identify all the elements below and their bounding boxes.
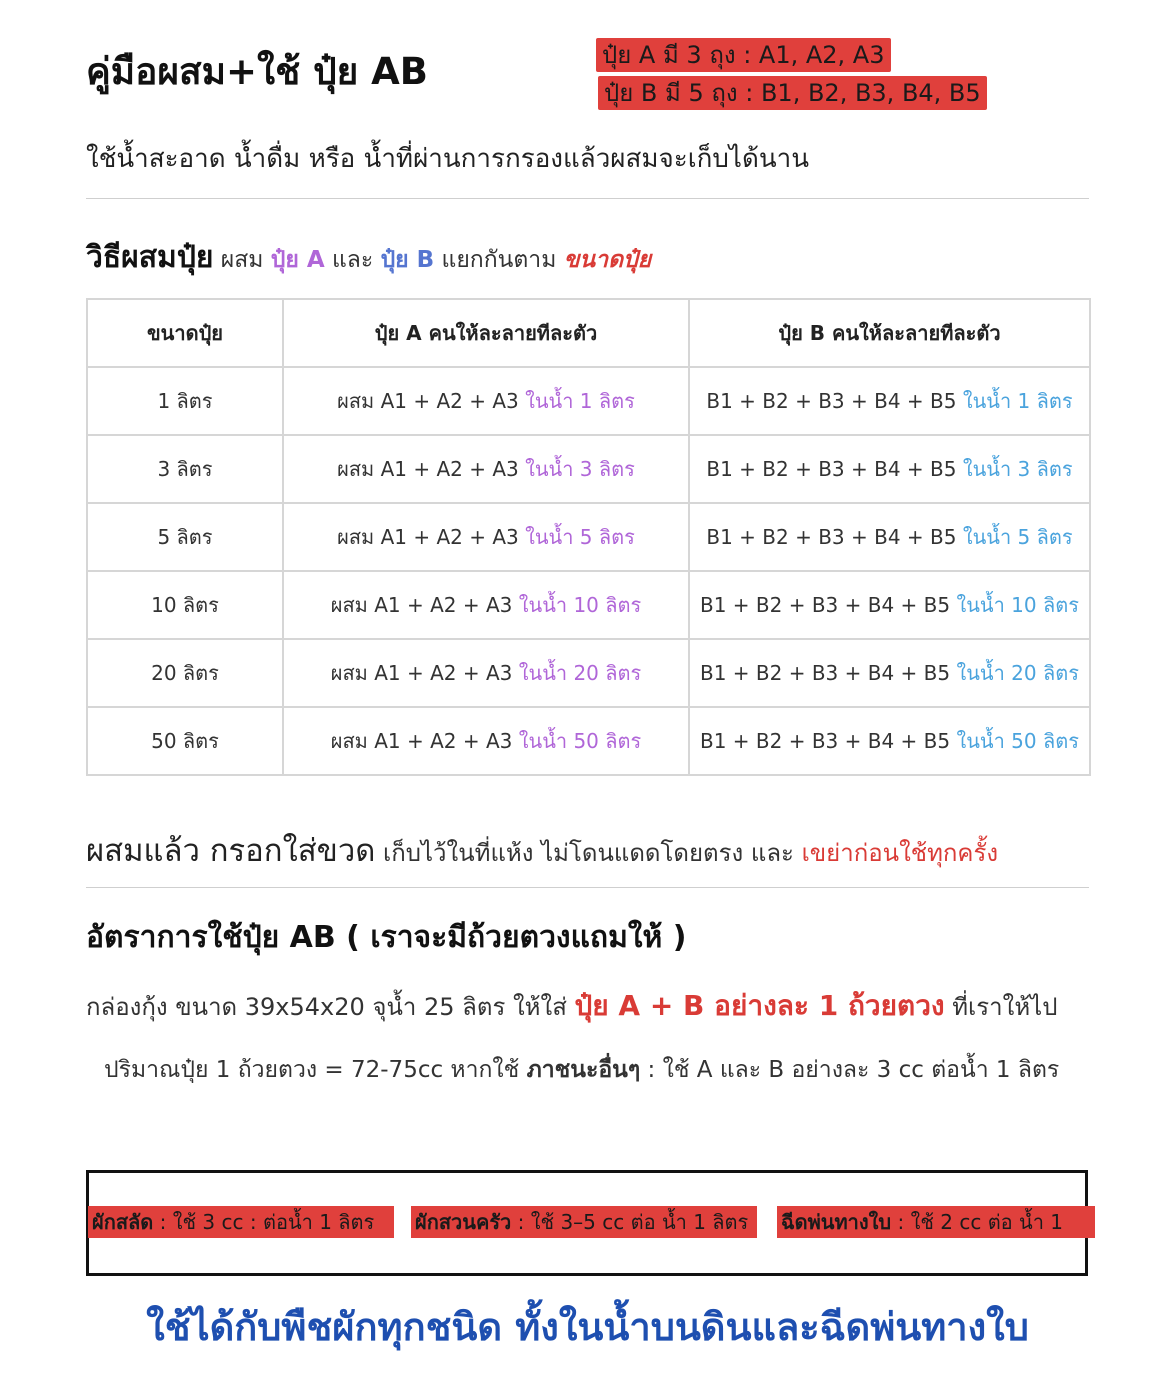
size-cell: 10 ลิตร <box>87 571 283 639</box>
fertilizer-a-cell <box>283 435 689 503</box>
usage-label: ผักสลัด <box>92 1210 154 1234</box>
b-mix-text: B1 + B2 + B3 + B4 + B5 <box>706 389 963 413</box>
a-mix-text: ผสม A1 + A2 + A3 <box>330 729 519 753</box>
a-mix-text: ผสม A1 + A2 + A3 <box>330 661 519 685</box>
mix-heading-fertilizer-a: ปุ๋ย A <box>270 247 325 273</box>
mix-heading-size: ขนาดปุ๋ย <box>563 247 652 273</box>
divider <box>86 198 1089 199</box>
fertilizer-a-cell <box>283 367 689 435</box>
usage-rate-heading: อัตราการใช้ปุ๋ย AB ( เราจะมีถ้วยตวงแถมให้ ) <box>86 920 687 955</box>
fertilizer-b-cell <box>689 367 1090 435</box>
mix-heading-text: และ <box>324 247 381 273</box>
fertilizer-a-cell <box>283 503 689 571</box>
mix-table <box>86 298 1091 776</box>
mix-heading-text: ผสม <box>213 247 271 273</box>
fertilizer-b-cell <box>689 503 1090 571</box>
usage-label: ผักสวนครัว <box>415 1210 512 1234</box>
fertilizer-a-cell <box>283 571 689 639</box>
table-row <box>87 571 1090 639</box>
usage-text: : ใช้ 3–5 cc ต่อ น้ำ 1 ลิตร <box>511 1210 749 1234</box>
size-cell: 20 ลิตร <box>87 639 283 707</box>
mix-heading-strong: วิธีผสมปุ๋ย <box>86 240 214 275</box>
b-water-text: ในน้ำ 1 ลิตร <box>962 389 1073 413</box>
b-mix-text: B1 + B2 + B3 + B4 + B5 <box>700 729 957 753</box>
a-mix-text: ผสม A1 + A2 + A3 <box>330 593 519 617</box>
measuring-cup-bold: ภาชนะอื่นๆ <box>526 1057 641 1083</box>
table-row <box>87 367 1090 435</box>
footer-tagline: ใช้ได้กับพืชผักทุกชนิด ทั้งในน้ำบนดินและฉีดพ่นทางใบ <box>146 1305 1029 1349</box>
b-water-text: ในน้ำ 10 ลิตร <box>956 593 1079 617</box>
measuring-cup-note <box>104 1052 1059 1088</box>
storage-note-warning: เขย่าก่อนใช้ทุกครั้ง <box>801 839 999 867</box>
divider <box>86 887 1089 888</box>
usage-rate-line <box>86 984 1057 1028</box>
measuring-cup-text: ปริมาณปุ๋ย 1 ถ้วยตวง = 72-75cc หากใช้ <box>104 1057 527 1083</box>
fertilizer-b-cell <box>689 639 1090 707</box>
size-cell: 1 ลิตร <box>87 367 283 435</box>
usage-kitchen-garden <box>411 1206 757 1238</box>
table-row <box>87 707 1090 775</box>
b-water-text: ในน้ำ 50 ลิตร <box>956 729 1079 753</box>
fertilizer-b-badge: ปุ๋ย B มี 5 ถุง : B1, B2, B3, B4, B5 <box>598 76 987 110</box>
fertilizer-a-cell <box>283 707 689 775</box>
size-cell: 3 ลิตร <box>87 435 283 503</box>
fertilizer-a-cell <box>283 639 689 707</box>
storage-note-lead: ผสมแล้ว กรอกใส่ขวด <box>86 833 376 869</box>
a-water-text: ในน้ำ 20 ลิตร <box>518 661 642 685</box>
table-header-row <box>87 299 1090 367</box>
a-mix-text: ผสม A1 + A2 + A3 <box>337 389 526 413</box>
b-mix-text: B1 + B2 + B3 + B4 + B5 <box>700 593 957 617</box>
b-water-text: ในน้ำ 20 ลิตร <box>956 661 1079 685</box>
a-water-text: ในน้ำ 50 ลิตร <box>518 729 642 753</box>
usage-text: : ใช้ 3 cc : ต่อน้ำ 1 ลิตร <box>153 1210 375 1234</box>
size-cell: 5 ลิตร <box>87 503 283 571</box>
a-water-text: ในน้ำ 10 ลิตร <box>518 593 642 617</box>
b-mix-text: B1 + B2 + B3 + B4 + B5 <box>700 661 957 685</box>
a-mix-text: ผสม A1 + A2 + A3 <box>337 457 526 481</box>
b-mix-text: B1 + B2 + B3 + B4 + B5 <box>706 525 963 549</box>
column-header-size: ขนาดปุ๋ย <box>87 299 283 367</box>
table-row <box>87 639 1090 707</box>
mix-method-heading <box>86 234 651 281</box>
table-row <box>87 435 1090 503</box>
fertilizer-b-cell <box>689 571 1090 639</box>
a-water-text: ในน้ำ 1 ลิตร <box>525 389 635 413</box>
b-water-text: ในน้ำ 3 ลิตร <box>962 457 1073 481</box>
fertilizer-b-cell <box>689 707 1090 775</box>
b-water-text: ในน้ำ 5 ลิตร <box>962 525 1073 549</box>
usage-rate-text: ที่เราให้ไป <box>944 993 1058 1021</box>
a-water-text: ในน้ำ 5 ลิตร <box>525 525 635 549</box>
table-row <box>87 503 1090 571</box>
column-header-fertilizer-a: ปุ๋ย A คนให้ละลายทีละตัว <box>283 299 689 367</box>
water-note: ใช้น้ำสะอาด น้ำดื่ม หรือ น้ำที่ผ่านการกรองแล้วผสมจะเก็บได้นาน <box>86 144 809 174</box>
usage-text: : ใช้ 2 cc ต่อ น้ำ 1 <box>891 1210 1064 1234</box>
mix-heading-fertilizer-b: ปุ๋ย B <box>380 247 435 273</box>
a-mix-text: ผสม A1 + A2 + A3 <box>337 525 526 549</box>
fertilizer-b-cell <box>689 435 1090 503</box>
usage-salad <box>88 1206 394 1238</box>
storage-note <box>86 825 998 875</box>
usage-rate-emphasis: ปุ๋ย A + B อย่างละ 1 ถ้วยตวง <box>574 989 945 1022</box>
size-cell: 50 ลิตร <box>87 707 283 775</box>
usage-foliar-spray <box>777 1206 1095 1238</box>
measuring-cup-text: : ใช้ A และ B อย่างละ 3 cc ต่อน้ำ 1 ลิตร <box>640 1057 1060 1083</box>
usage-rate-text: กล่องกุ้ง ขนาด 39x54x20 จุน้ำ 25 ลิตร ให้ใส่ <box>86 993 575 1021</box>
usage-label: ฉีดพ่นทางใบ <box>781 1210 892 1234</box>
page-title: คู่มือผสม+ใช้ ปุ๋ย AB <box>86 50 428 93</box>
storage-note-text: เก็บไว้ในที่แห้ง ไม่โดนแดดโดยตรง และ <box>375 839 802 867</box>
fertilizer-a-badge: ปุ๋ย A มี 3 ถุง : A1, A2, A3 <box>596 38 891 72</box>
mix-heading-text: แยกกันตาม <box>434 247 564 273</box>
b-mix-text: B1 + B2 + B3 + B4 + B5 <box>706 457 963 481</box>
column-header-fertilizer-b: ปุ๋ย B คนให้ละลายทีละตัว <box>689 299 1090 367</box>
a-water-text: ในน้ำ 3 ลิตร <box>525 457 635 481</box>
